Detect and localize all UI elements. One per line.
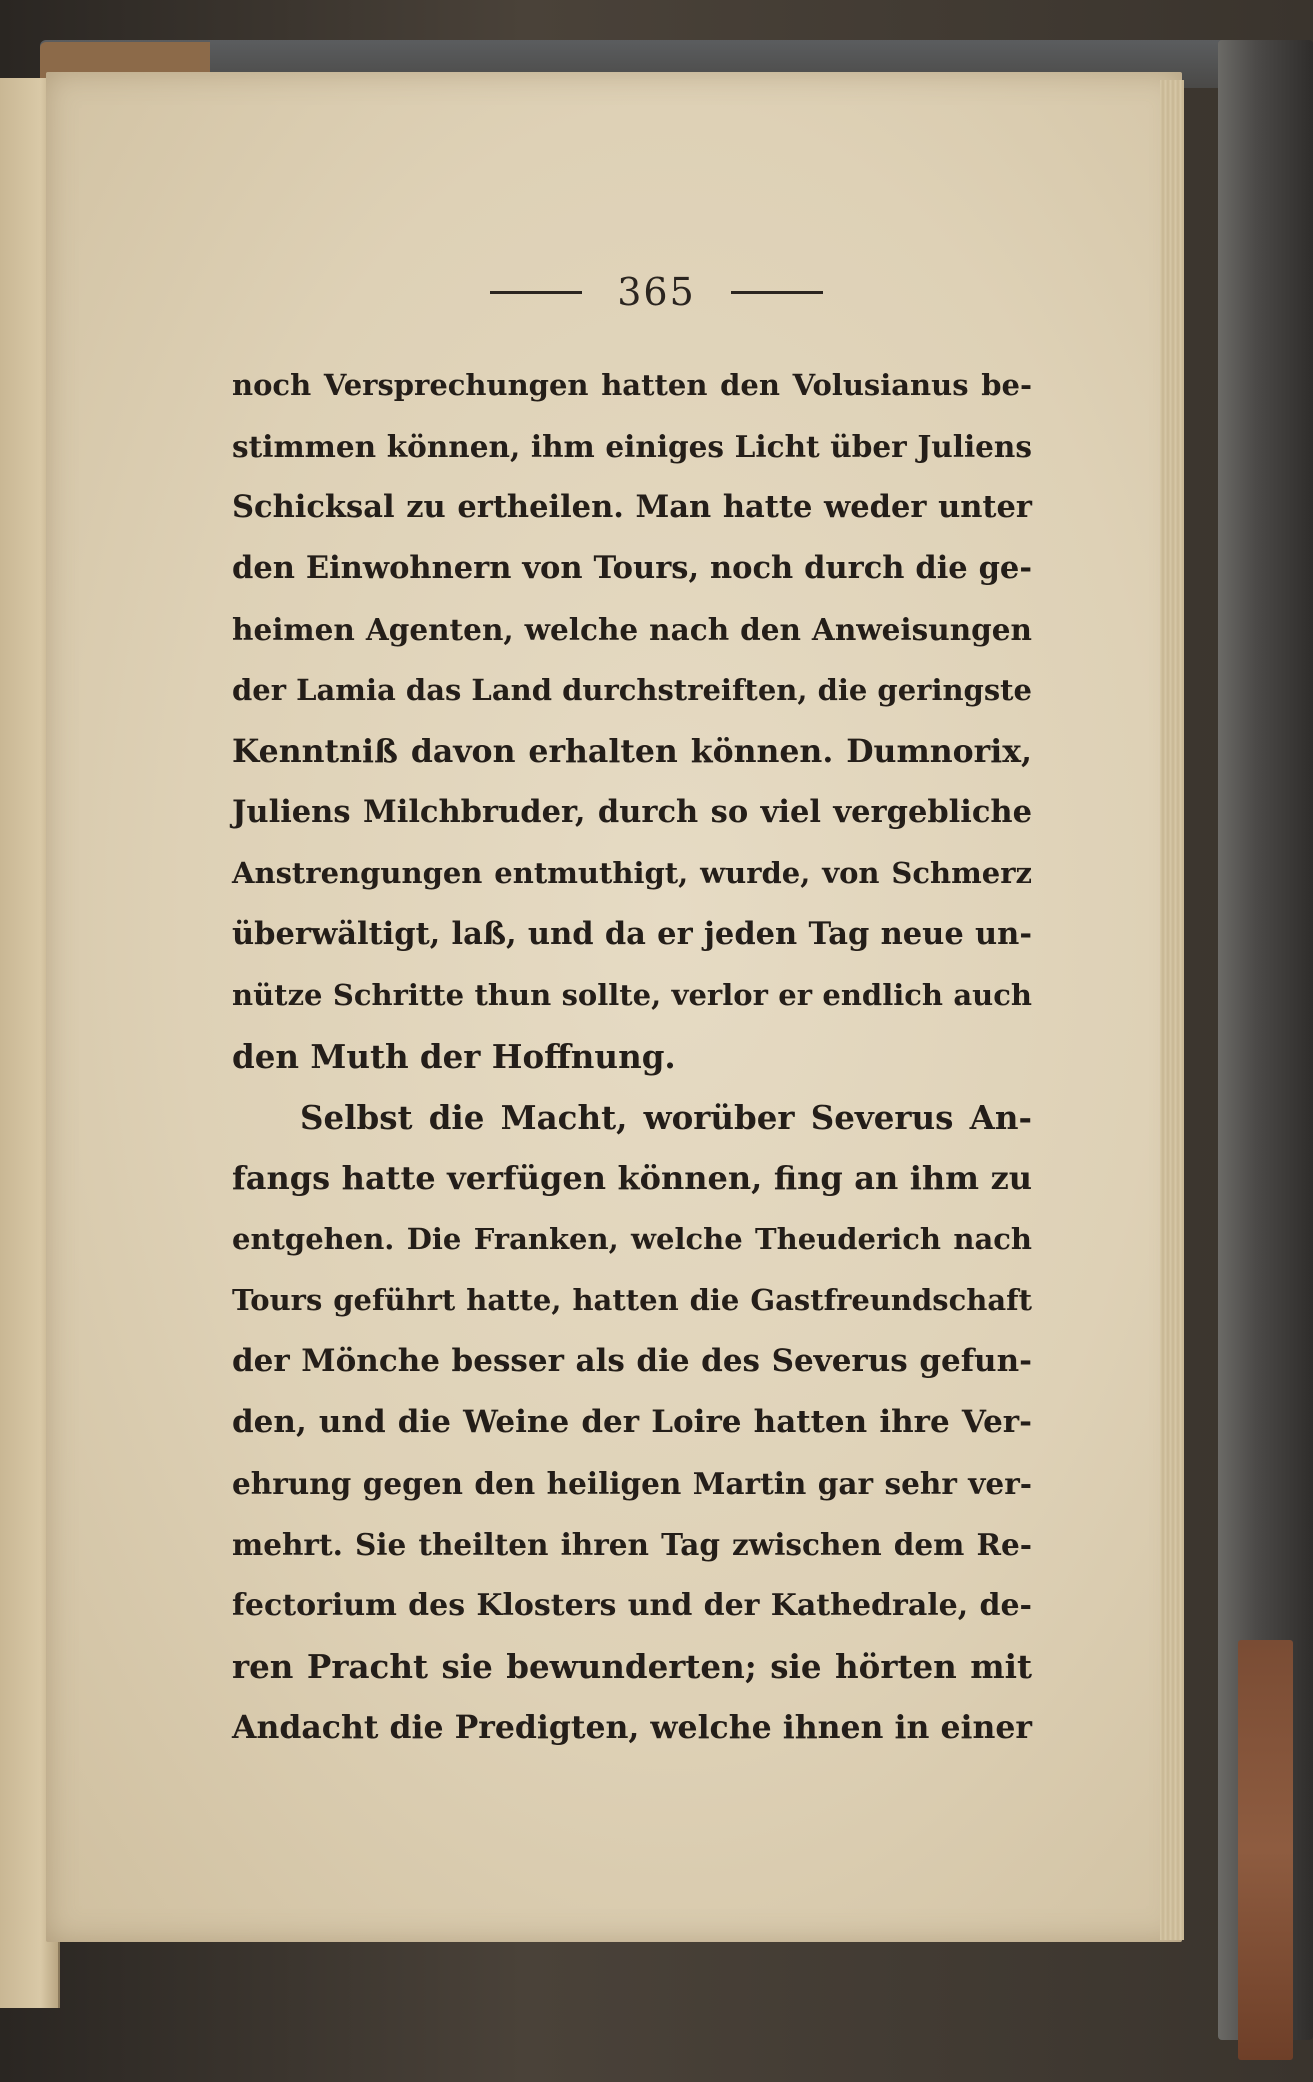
text-line: noch Versprechungen hatten den Volusianus be- — [232, 368, 1032, 402]
text-line: mehrt. Sie theilten ihren Tag zwischen dem Re- — [232, 1527, 1032, 1562]
text-line: ren Pracht sie bewunderten; sie hörten mit — [232, 1647, 1032, 1686]
text-line: heimen Agenten, welche nach den Anweisungen — [232, 612, 1032, 647]
cover-spine-leather — [1238, 1640, 1293, 2060]
header-rule-left — [490, 291, 582, 294]
text-line: ehrung gegen den heiligen Martin gar sehr ver- — [232, 1466, 1032, 1501]
text-line: stimmen können, ihm einiges Licht über Juliens — [232, 429, 1032, 464]
text-line: Schicksal zu ertheilen. Man hatte weder unter — [232, 489, 1032, 525]
text-line: überwältigt, laß, und da er jeden Tag neue un- — [232, 916, 1032, 952]
text-line: den Muth der Hoffnung. — [232, 1037, 676, 1076]
text-line: fectorium des Klosters und der Kathedrale, de- — [232, 1588, 1032, 1623]
text-line: Selbst die Macht, worüber Severus An- — [300, 1098, 1032, 1137]
text-line: nütze Schritte thun sollte, verlor er endlich auch — [232, 978, 1032, 1012]
page-header — [0, 270, 1313, 314]
body-text — [232, 355, 1032, 1758]
text-line: entgehen. Die Franken, welche Theuderich nach — [232, 1222, 1032, 1256]
text-line: Andacht die Predigten, welche ihnen in einer — [232, 1709, 1032, 1746]
text-line: Juliens Milchbruder, durch so viel vergebliche — [232, 794, 1032, 830]
text-line: der Mönche besser als die des Severus gefun- — [232, 1343, 1032, 1379]
text-line: den, und die Weine der Loire hatten ihre Ver- — [232, 1404, 1032, 1440]
page-number: 365 — [617, 270, 696, 314]
text-line: der Lamia das Land durchstreiften, die geringste — [232, 673, 1032, 707]
page-stack-edge — [1160, 80, 1184, 1940]
text-line: den Einwohnern von Tours, noch durch die ge- — [232, 550, 1032, 586]
text-line: Anstrengungen entmuthigt, wurde, von Schmerz — [232, 856, 1032, 890]
text-line: Tours geführt hatte, hatten die Gastfreundschaft — [232, 1283, 1032, 1317]
header-rule-right — [731, 291, 823, 294]
text-line: Kenntniß davon erhalten können. Dumnorix, — [232, 733, 1032, 770]
text-line: fangs hatte verfügen können, fing an ihm zu — [232, 1159, 1032, 1197]
